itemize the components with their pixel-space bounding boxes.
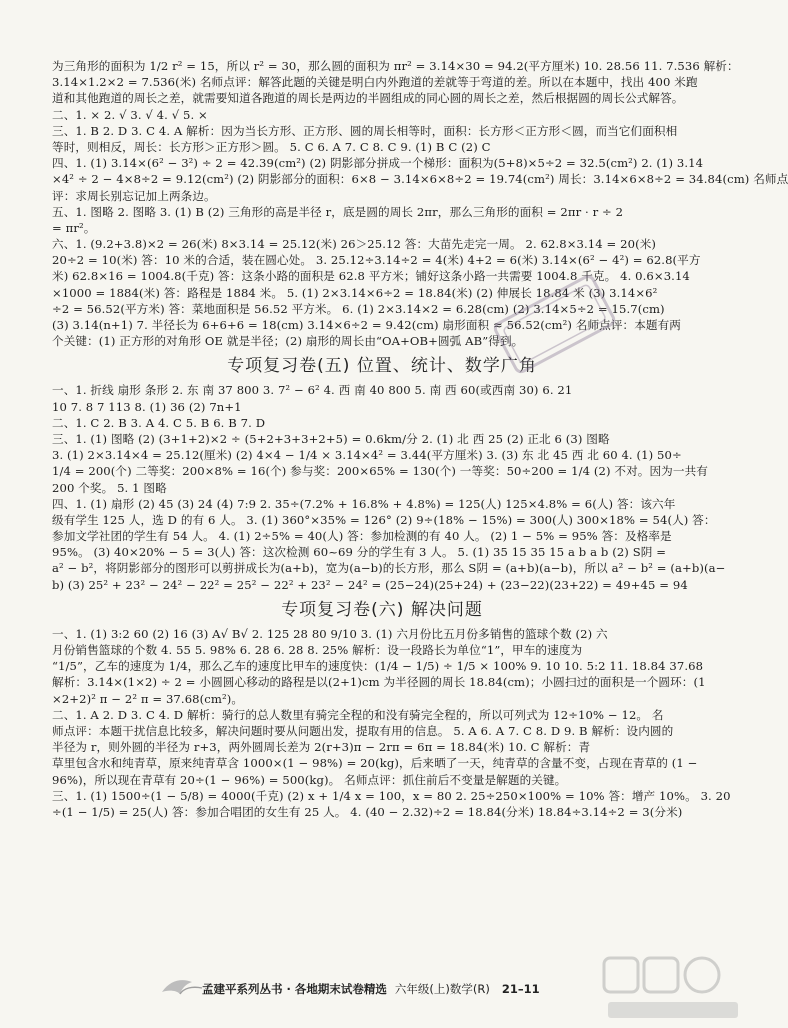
text-line: ×2+2)² π − 2² π = 37.68(cm²)。 bbox=[52, 691, 244, 706]
mxqe-watermark bbox=[600, 950, 745, 1025]
section-5-answers bbox=[52, 382, 726, 592]
seal-stamp bbox=[490, 275, 620, 375]
text-line: = πr²。 bbox=[52, 220, 96, 235]
text-line: 参加文学社团的学生有 54 人。 4. (1) 2÷5% = 40(人) 答：参加检测的有 40 人。 (2) 1 − 5% = 95% 答：及格率是 bbox=[52, 529, 672, 544]
text-line: 半径为 r，则外圆的半径为 r+3，两外圆周长差为 2(r+3)π − 2rπ = 6π = 18.84(米) 10. C 解析：青 bbox=[52, 740, 591, 755]
answer-text-block bbox=[52, 58, 788, 820]
section-6-title: 专项复习卷(六) 解决问题 bbox=[281, 599, 483, 620]
text-line: 个关键：(1) 正方形的对角形 OE 就是半径；(2) 扇形的周长由“OA+OB+圆弧 AB”得到。 bbox=[52, 334, 524, 349]
text-line: 一、1. (1) 3:2 60 (2) 16 (3) A√ B√ 2. 125 28 80 9/10 3. (1) 六月份比五月份多销售的篮球个数 (2) 六 bbox=[52, 626, 608, 641]
text-line: 六、1. (9.2+3.8)×2 = 26(米) 8×3.14 = 25.12(米) 26＞25.12 答：大苗先走完一周。 2. 62.8×3.14 = 20(米) bbox=[52, 237, 657, 252]
text-line: 三、1. B 2. D 3. C 4. A 解析：因为当长方形、正方形、圆的周长相等时，面积：长方形＜正方形＜圆，而当它们面积相 bbox=[52, 123, 678, 138]
text-line: b) (3) 25² + 23² − 24² − 22² = 25² − 22² + 23² − 24² = (25−24)(25+24) + (23−22)(23+22) = 49+45 = 94 bbox=[52, 577, 688, 592]
text-line: 四、1. (1) 3.14×(6² − 3²) ÷ 2 = 42.39(cm²) (2) 阴影部分拼成一个梯形：面积为(5+8)×5÷2 = 32.5(cm²) 2. (1) 3.14 bbox=[52, 156, 704, 171]
text-line: 二、1. A 2. D 3. C 4. D 解析：骑行的总人数里有骑完全程的和没有骑完全程的，所以可列式为 12÷10% − 12。 名 bbox=[52, 707, 664, 722]
text-line: 师点评：本题干扰信息比较多，解决问题时要从问题出发，提取有用的信息。 5. A 6. A 7. C 8. D 9. B 解析：设内圆的 bbox=[52, 723, 674, 738]
text-line: 3. (1) 2×3.14×4 = 25.12(厘米) (2) 4×4 − 1/4 × 3.14×4² = 3.44(平方厘米) 3. (3) 东 北 45 西 北 60 4. (1) 50÷ bbox=[52, 448, 682, 463]
text-line: (3) 3.14(n+1) 7. 半径长为 6+6+6 = 18(cm) 3.14×6÷2 = 9.42(cm) 扇形面积 ≈ 56.52(cm²) 名师点评：本题有两 bbox=[52, 318, 682, 332]
text-line: ÷2 = 56.52(平方米) 答：菜地面积是 56.52 平方米。 6. (1) 2×3.14×2 = 6.28(cm) (2) 3.14×5÷2 = 15.7(cm) bbox=[52, 301, 665, 316]
text-line: 解析：3.14×(1×2) ÷ 2 = 小圆圆心移动的路程是以(2+1)cm 为半径圆的周长 18.84(cm)；小圆扫过的面积是一个圆环：(1 bbox=[52, 675, 706, 690]
text-line: 月份销售篮球的个数 4. 55 5. 98% 6. 28 6. 28 8. 25% 解析：设一段路长为单位“1”，甲车的速度为 bbox=[52, 643, 583, 657]
text-line: 为三角形的面积为 1/2 r² = 15，所以 r² = 30，那么圆的面积为 πr² = 3.14×30 = 94.2(平方厘米) 10. 28.56 11. 7.536 解析： bbox=[52, 59, 739, 73]
text-line: 20÷2 = 10(米) 答：10 米的合适，装在圆心处。 3. 25.12÷3.14÷2 = 4(米) 4+2 = 6(米) 3.14×(6² − 4²) = 62.8(平方 bbox=[52, 253, 701, 268]
text-line: 1/4 = 200(个) 二等奖：200×8% = 16(个) 参与奖：200×65% = 130(个) 一等奖：50÷200 = 1/4 (2) 不对。因为一共有 bbox=[52, 464, 708, 479]
text-line: ×4² ÷ 2 − 4×8÷2 = 9.12(cm²) (2) 阴影部分的面积：6×8 − 3.14×6×8÷2 = 19.74(cm²) 周长：3.14×6×8÷2 = 34.84(cm) 名师点 bbox=[52, 172, 788, 187]
text-line: 评：求周长别忘记加上两条边。 bbox=[52, 188, 216, 203]
text-line: “1/5”，乙车的速度为 1/4，那么乙车的速度比甲车的速度快：(1/4 − 1/5) ÷ 1/5 × 100% 9. 10 10. 5:2 11. 18.84 37.68 bbox=[52, 659, 704, 674]
text-line: 三、1. (1) 1500÷(1 − 5/8) = 4000(千克) (2) x + 1/4 x = 100，x = 80 2. 25÷250×100% = 10% 答：增产 10%。 3. 20 bbox=[52, 788, 731, 803]
text-line: 三、1. (1) 图略 (2) (3+1+2)×2 ÷ (5+2+3+3+2+5) = 0.6km/分 2. (1) 北 西 25 (2) 正北 6 (3) 图略 bbox=[52, 431, 610, 446]
text-line: 等时，则相反，周长：长方形＞正方形＞圆。 5. C 6. A 7. C 8. C 9. (1) B C (2) C bbox=[52, 139, 491, 154]
text-line: a² − b²，将阴影部分的图形可以剪拼成长为(a+b)，宽为(a−b)的长方形，那么 S阴 = (a+b)(a−b)，所以 a² − b² = (a+b)(a− bbox=[52, 561, 726, 576]
footer-series: 孟建平系列丛书 · 各地期末试卷精选 bbox=[202, 982, 387, 996]
text-line: 200 个奖。 5. 1 图略 bbox=[52, 480, 167, 495]
text-line: 米) 62.8×16 = 1004.8(千克) 答：这条小路的面积是 62.8 平方米；铺好这条小路一共需要 1004.8 千克。 4. 0.6×3.14 bbox=[52, 269, 690, 284]
footer-page-number: 21–11 bbox=[501, 982, 540, 996]
text-line: 道和其他跑道的周长之差，就需要知道各跑道的周长是两边的半圆组成的同心圆的周长之差，然后根据圆的周长公式解答。 bbox=[52, 91, 684, 106]
text-line: 10 7. 8 7 113 8. (1) 36 (2) 7n+1 bbox=[52, 399, 242, 414]
text-line: ÷(1 − 1/5) = 25(人) 答：参加合唱团的女生有 25 人。 4. (40 − 2.32)÷2 = 18.84(分米) 18.84÷3.14÷2 = 3(分米) bbox=[52, 804, 683, 819]
text-line: 一、1. 折线 扇形 条形 2. 东 南 37 800 3. 7² − 6² 4. 西 南 40 800 5. 南 西 60(或西南 30) 6. 21 bbox=[52, 383, 573, 398]
text-line: 级有学生 125 人，选 D 的有 6 人。 3. (1) 360°×35% = 126° (2) 9÷(18% − 15%) = 300(人) 300×18% = 54(人) 答： bbox=[52, 512, 716, 527]
section-5-title: 专项复习卷(五) 位置、统计、数学广角 bbox=[227, 356, 537, 377]
text-line: 95%。 (3) 40×20% − 5 = 3(人) 答：这次检测 60~69 分的学生有 3 人。 5. (1) 35 15 35 15 a b a b (2) S阴 = bbox=[52, 545, 667, 560]
text-line: 3.14×1.2×2 = 7.536(米) 名师点评：解答此题的关键是明白内外跑道的差就等于弯道的差。所以在本题中，找出 400 米跑 bbox=[52, 75, 698, 90]
text-line: 四、1. (1) 扇形 (2) 45 (3) 24 (4) 7:9 2. 35÷(7.2% + 16.8% + 4.8%) = 125(人) 125×4.8% = 6(人) 答：该六年 bbox=[52, 496, 676, 511]
text-line: 五、1. 图略 2. 图略 3. (1) B (2) 三角形的高是半径 r，底是圆的周长 2πr，那么三角形的面积 = 2πr · r ÷ 2 bbox=[52, 204, 624, 219]
text-line: 草里包含水和纯青草，原来纯青草含 1000×(1 − 98%) = 20(kg)，后来晒了一天，纯青草的含量不变，占现在青草的 (1 − bbox=[52, 756, 698, 771]
footer-book: 六年级(上)数学(R) bbox=[394, 982, 490, 996]
text-line: 96%)，所以现在青草有 20÷(1 − 96%) = 500(kg)。 名师点评：抓住前后不变量是解题的关键。 bbox=[52, 772, 567, 787]
text-line: ×1000 = 1884(米) 答：路程是 1884 米。 5. (1) 2×3.14×6÷2 = 18.84(米) (2) 伸展长 18.84 米 (3) 3.14×6² bbox=[52, 285, 658, 300]
text-line: 二、1. C 2. B 3. A 4. C 5. B 6. B 7. D bbox=[52, 415, 266, 430]
section-6-answers bbox=[52, 626, 731, 820]
text-line: 二、1. × 2. √ 3. √ 4. √ 5. × bbox=[52, 107, 208, 122]
